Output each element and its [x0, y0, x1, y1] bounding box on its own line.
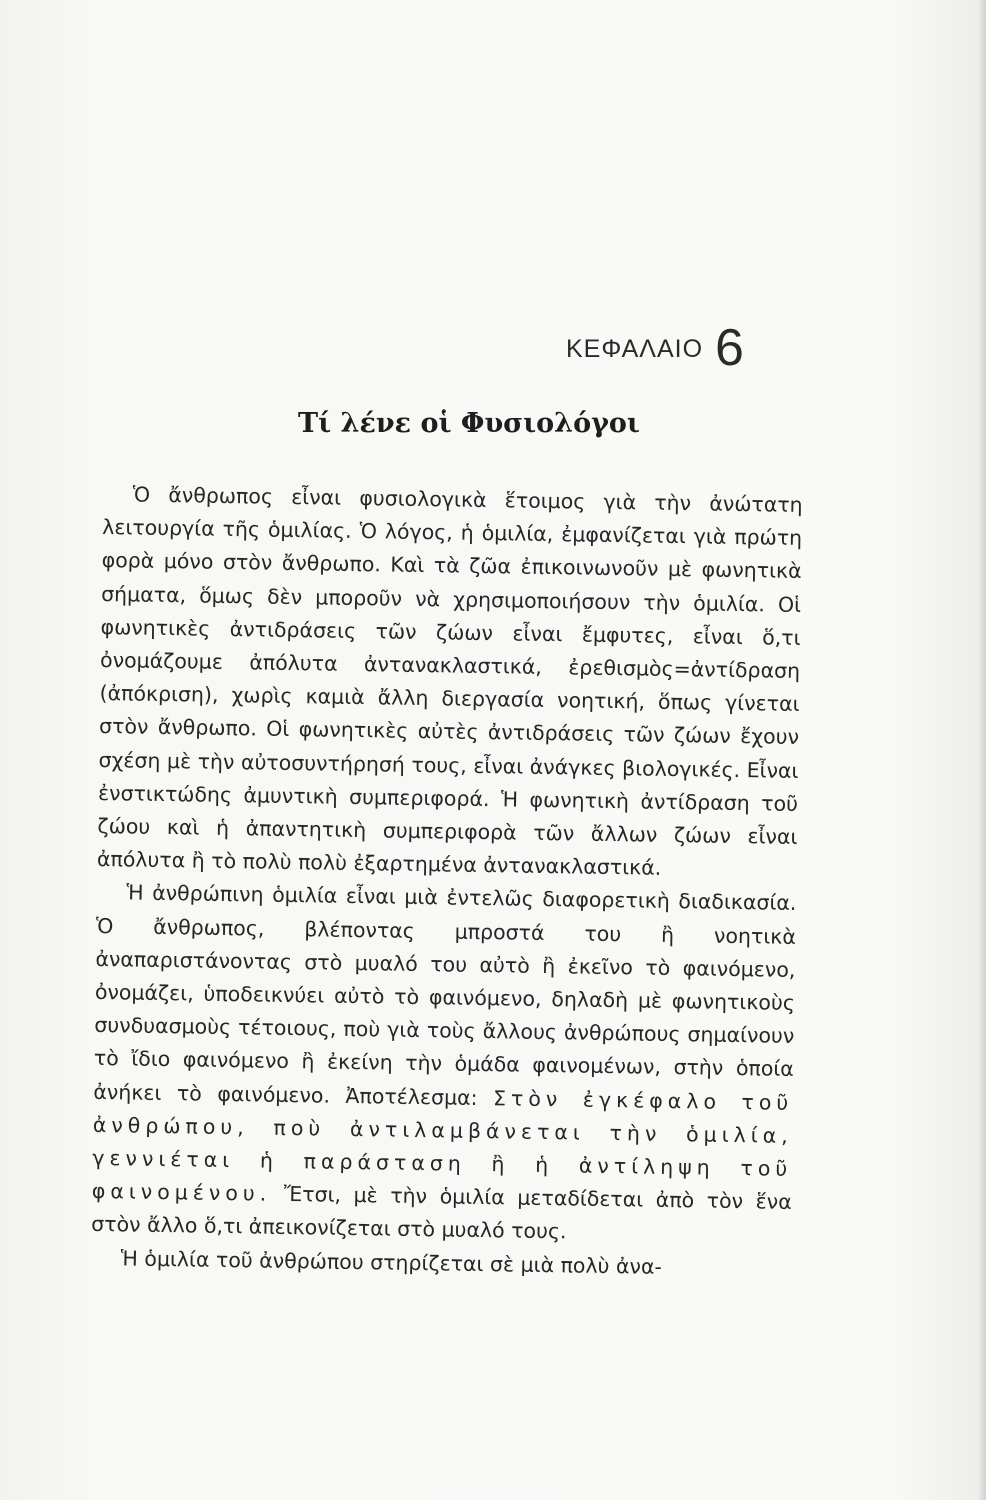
chapter-number: 6 [714, 319, 745, 377]
paragraph-3: Ἡ ὁμιλία τοῦ ἀνθρώπου στηρίζεται σὲ μιὰ πολὺ ἀνα- [120, 1246, 663, 1279]
paragraph-2-ending: Ἔτσι, μὲ τὴν ὁμιλία μεταδίδεται ἀπὸ τὸν ἕνα στὸν ἄλλο ὅ,τι ἀπεικονίζεται στὸ μυαλό τους. [91, 1182, 792, 1244]
chapter-heading [566, 318, 745, 378]
paragraph-2-text: Ἡ ἀνθρώπινη ὁμιλία εἶναι μιὰ ἐντελῶς διαφορετικὴ διαδικασία. Ὁ ἄνθρωπος, βλέποντας μπροστά του ἢ νοητικὰ ἀναπαριστάνοντας στὸ μυαλό του αὐτὸ ἢ ἐκεῖνο τὸ φαινόμενο, ὀνομάζει, ὑποδεικνύει αὐτὸ τὸ φαινόμενο, δηλαδὴ μὲ φωνητικοὺς συνδυασμοὺς τέτοιους, ποὺ γιὰ τοὺς ἄλλους ἀνθρώπους σημαίνουν τὸ ἴδιο φαινόμενο ἢ ἐκείνη τὴν ὁμάδα φαινομένων, στὴν ὁποία ἀνήκει τὸ φαινόμενο. Ἀποτέλεσμα: [93, 880, 797, 1110]
chapter-label: ΚΕΦΑΛΑΙΟ [566, 335, 704, 363]
paragraph-1: Ὁ ἄνθρωπος εἶναι φυσιολογικὰ ἕτοιμος γιὰ τὴν ἀνώτατη λειτουργία τῆς ὁμιλίας. Ὁ λόγος, ἡ ὁμιλία, ἐμφανίζεται γιὰ πρώτη φορὰ μόνο στὸν ἄνθρωπο. Καὶ τὰ ζῶα ἐπικοινωνοῦν μὲ φωνητικὰ σήματα, ὅμως δὲν μποροῦν νὰ χρησιμοποιήσουν τὴν ὁμιλία. Οἱ φωνητικὲς ἀντιδράσεις τῶν ζώων εἶναι ἔμφυτες, εἶναι ὅ,τι ὀνομάζουμε ἀπόλυτα ἀντανακλαστικά, ἐρεθισμὸς=ἀντίδραση (ἀπόκριση), χωρὶς καμιὰ ἄλλη διεργασία νοητική, ὅπως γίνεται στὸν ἄνθρωπο. Οἱ φωνητικὲς αὐτὲς ἀντιδράσεις τῶν ζώων ἔχουν σχέση μὲ τὴν αὐτοσυντήρησή τους, εἶναι ἀνάγκες βιολογικές. Εἶναι ἐνστικτώδης ἀμυντικὴ συμπεριφορά. Ἡ φωνητικὴ ἀντίδραση τοῦ ζώου καὶ ἡ ἀπαντητικὴ συμπεριφορὰ τῶν ἄλλων ζώων εἶναι ἀπόλυτα ἢ τὸ πολὺ πολὺ ἐξαρτημένα ἀντανακλαστικά. [96, 482, 803, 881]
paragraph-2 [91, 876, 797, 1252]
emphasized-sentence: Στὸν ἐγκέφαλο τοῦ ἀνθρώπου, ποὺ ἀντιλαμβάνεται τὴν ὁμιλία, γεννιέται ἡ παράσταση ἢ ἡ ἀντίληψη τοῦ φαινομένου. [91, 1085, 794, 1206]
body-text [90, 478, 802, 1286]
chapter-title: Τί λένε οἱ Φυσιολόγοι [298, 408, 640, 439]
page-edge-shadow [978, 0, 986, 1500]
